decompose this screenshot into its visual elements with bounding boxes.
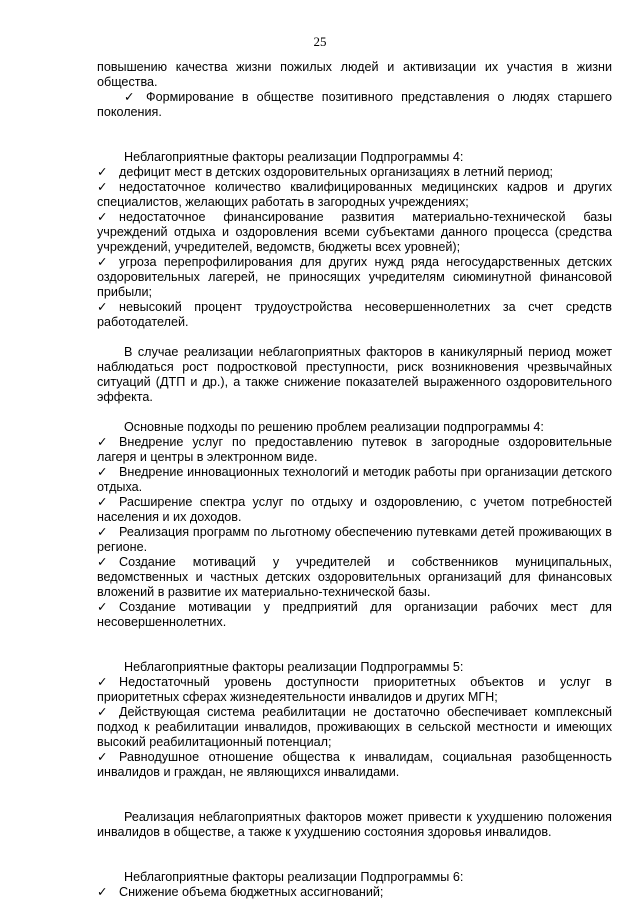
- sub4-approach-item: ✓ Расширение спектра услуг по отдыху и оздоровлению, с учетом потребностей населения и их доходов.: [97, 495, 612, 524]
- check-mark-icon: ✓: [124, 90, 135, 104]
- check-mark-icon: ✓: [97, 465, 108, 479]
- sub5-factor-item: ✓ Равнодушное отношение общества к инвалидам, социальная разобщенность инвалидов и граждан, не являющихся инвалидами.: [97, 750, 612, 779]
- check-mark-icon: ✓: [97, 600, 108, 614]
- check-mark-icon: ✓: [97, 885, 108, 899]
- check-mark-icon: ✓: [97, 165, 108, 179]
- sub4-consequence-paragraph: В случае реализации неблагоприятных факторов в каникулярный период может наблюдаться рост подростковой преступности, риск возникновения чрезвычайных ситуаций (ДТП и др.), а также снижение показателей выраженного оздоровительного эффекта.: [97, 345, 612, 404]
- sub6-factors-heading: Неблагоприятные факторы реализации Подпрограммы 6:: [124, 870, 464, 884]
- check-mark-icon: ✓: [97, 705, 108, 719]
- sub4-approach-item: ✓ Реализация программ по льготному обеспечению путевками детей проживающих в регионе.: [97, 525, 612, 554]
- sub4-approach-item: ✓ Создание мотивации у предприятий для организации рабочих мест для несовершеннолетних.: [97, 600, 612, 629]
- sub5-factors-heading: Неблагоприятные факторы реализации Подпрограммы 5:: [124, 660, 464, 674]
- check-mark-icon: ✓: [97, 210, 108, 224]
- check-mark-icon: ✓: [97, 495, 108, 509]
- check-mark-icon: ✓: [97, 750, 108, 764]
- sub5-factor-item: ✓ Недостаточный уровень доступности приоритетных объектов и услуг в приоритетных сферах жизнедеятельности инвалидов и других МГН;: [97, 675, 612, 704]
- sub4-approach-item: ✓ Создание мотиваций у учредителей и собственников муниципальных, ведомственных и частных детских оздоровительных организаций для финансовых вложений в развитие их материально-технической базы.: [97, 555, 612, 599]
- page-content: [97, 60, 612, 900]
- sub4-approach-item: ✓ Внедрение услуг по предоставлению путевок в загородные оздоровительные лагеря и центры в электронном виде.: [97, 435, 612, 464]
- check-mark-icon: ✓: [97, 180, 108, 194]
- check-mark-icon: ✓: [97, 300, 108, 314]
- sub4-factor-item: ✓ угроза перепрофилирования для других нужд ряда негосударственных детских оздоровительных лагерей, не приносящих учредителям сиюминутной финансовой прибыли;: [97, 255, 612, 299]
- sub5-consequence-paragraph: Реализация неблагоприятных факторов может привести к ухудшению положения инвалидов в обществе, а также к ухудшению состояния здоровья инвалидов.: [97, 810, 612, 839]
- sub4-approach-item: ✓ Внедрение инновационных технологий и методик работы при организации детского отдыха.: [97, 465, 612, 494]
- check-mark-icon: ✓: [97, 525, 108, 539]
- check-mark-icon: ✓: [97, 675, 108, 689]
- sub5-factor-item: ✓ Действующая система реабилитации не достаточно обеспечивает комплексный подход к реабилитации инвалидов, проживающих в сельской местности и имеющих высокий реабилитационный потенциал;: [97, 705, 612, 749]
- sub4-factor-item: ✓ дефицит мест в детских оздоровительных организациях в летний период;: [97, 165, 554, 179]
- sub4-factor-item: ✓ невысокий процент трудоустройства несовершеннолетних за счет средств работодателей.: [97, 300, 612, 329]
- check-mark-icon: ✓: [97, 555, 108, 569]
- sub4-factors-heading: Неблагоприятные факторы реализации Подпрограммы 4:: [124, 150, 464, 164]
- intro-paragraph: повышению качества жизни пожилых людей и активизации их участия в жизни общества.: [97, 60, 612, 89]
- sub4-approaches-heading: Основные подходы по решению проблем реализации подпрограммы 4:: [124, 420, 544, 434]
- sub4-factor-item: ✓ недостаточное количество квалифицированных медицинских кадров и других специалистов, желающих работать в загородных учреждениях;: [97, 180, 612, 209]
- sub4-factor-item: ✓ недостаточное финансирование развития материально-технической базы учреждений отдыха и оздоровления всеми субъектами данного процесса (средства учреждений, учредителей, ведомств, бюджеты всех уровней);: [97, 210, 612, 254]
- page-number: 25: [313, 34, 327, 49]
- check-mark-icon: ✓: [97, 435, 108, 449]
- sub6-factor-item: ✓ Снижение объема бюджетных ассигнований;: [97, 885, 384, 899]
- check-mark-icon: ✓: [97, 255, 108, 269]
- intro-list-item: ✓ Формирование в обществе позитивного представления о людях старшего поколения.: [97, 90, 612, 119]
